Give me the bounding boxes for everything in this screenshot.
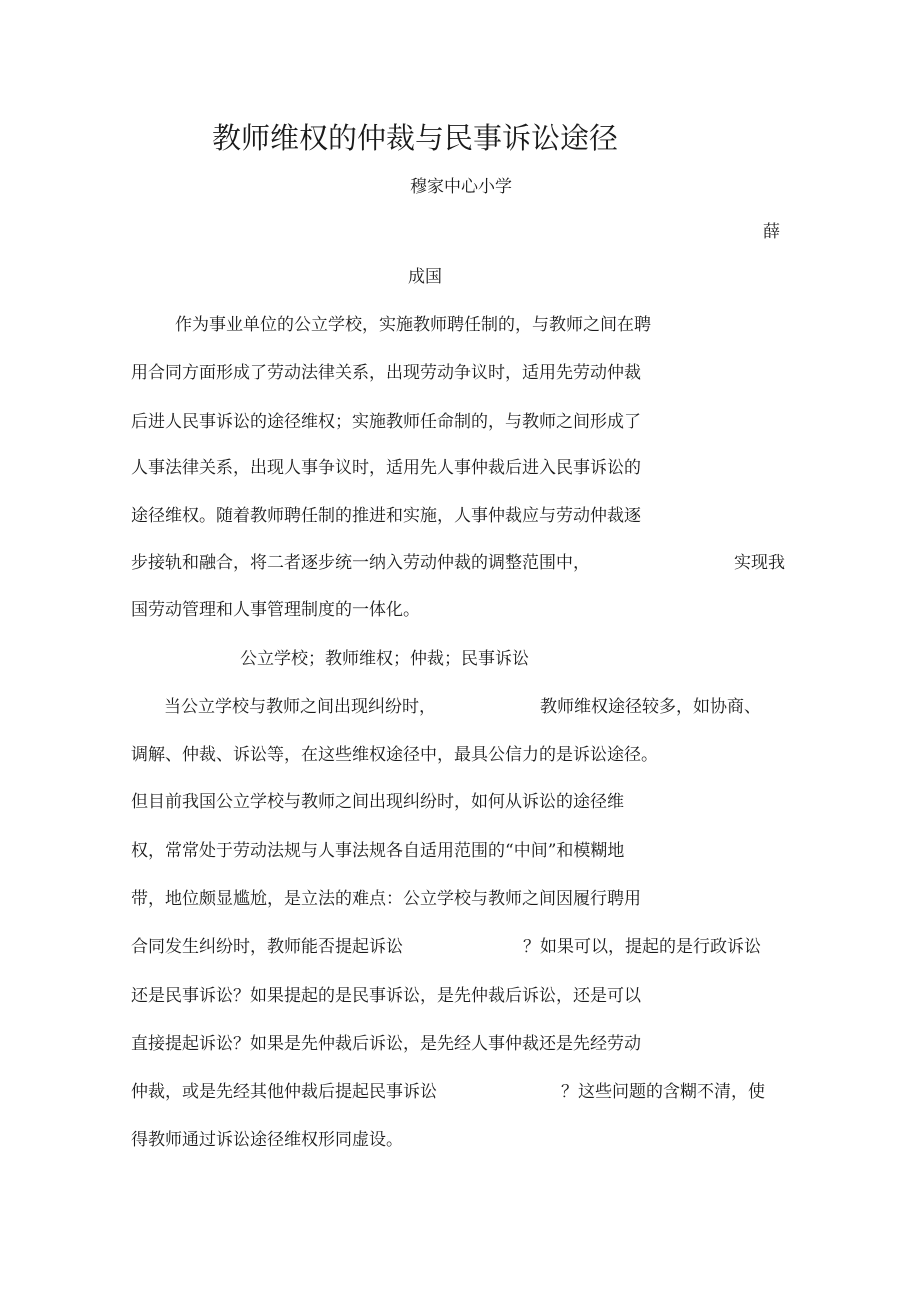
body-line: 仲裁，或是先经其他仲裁后提起民事诉讼 xyxy=(131,1082,437,1102)
body-line-tail: ？如果可以，提起的是行政诉讼 xyxy=(523,937,761,957)
author-name-part2: 成国 xyxy=(408,267,442,287)
keywords: 公立学校；教师维权；仲裁；民事诉讼 xyxy=(240,649,529,669)
abstract-line-tail: 实现我 xyxy=(734,553,785,573)
author-name-part1: 薛 xyxy=(763,222,780,242)
body-line: 得教师通过诉讼途径维权形同虚设。 xyxy=(131,1130,403,1150)
body-line: 直接提起诉讼？如果是先仲裁后诉讼，是先经人事仲裁还是先经劳动 xyxy=(131,1034,641,1054)
body-line: 带，地位颇显尴尬，是立法的难点：公立学校与教师之间因履行聘用 xyxy=(131,889,641,909)
body-line: 合同发生纠纷时，教师能否提起诉讼 xyxy=(131,937,403,957)
body-line: 还是民事诉讼？如果提起的是民事诉讼，是先仲裁后诉讼，还是可以 xyxy=(131,986,641,1006)
body-line: 权，常常处于劳动法规与人事法规各自适用范围的“中间”和模糊地 xyxy=(131,841,625,861)
body-line-tail: 教师维权途径较多，如协商、 xyxy=(540,697,761,717)
document-title: 教师维权的仲裁与民事诉讼途径 xyxy=(212,121,619,155)
abstract-line: 国劳动管理和人事管理制度的一体化。 xyxy=(131,600,420,620)
abstract-line: 途径维权。随着教师聘任制的推进和实施，人事仲裁应与劳动仲裁逐 xyxy=(131,506,641,526)
author-school: 穆家中心小学 xyxy=(410,177,512,197)
abstract-line: 作为事业单位的公立学校，实施教师聘任制的，与教师之间在聘 xyxy=(175,315,651,335)
body-line: 当公立学校与教师之间出现纠纷时， xyxy=(164,697,436,717)
abstract-line: 后进人民事诉讼的途径维权；实施教师任命制的，与教师之间形成了 xyxy=(131,412,641,432)
abstract-line: 用合同方面形成了劳动法律关系，出现劳动争议时，适用先劳动仲裁 xyxy=(131,363,641,383)
abstract-line: 步接轨和融合，将二者逐步统一纳入劳动仲裁的调整范围中， xyxy=(131,553,590,573)
body-line-tail: ？这些问题的含糊不清，使 xyxy=(561,1082,765,1102)
abstract-line: 人事法律关系，出现人事争议时，适用先人事仲裁后进入民事诉讼的 xyxy=(131,458,641,478)
body-line: 调解、仲裁、诉讼等，在这些维权途径中，最具公信力的是诉讼途径。 xyxy=(131,745,658,765)
body-line: 但目前我国公立学校与教师之间出现纠纷时，如何从诉讼的途径维 xyxy=(131,792,624,812)
